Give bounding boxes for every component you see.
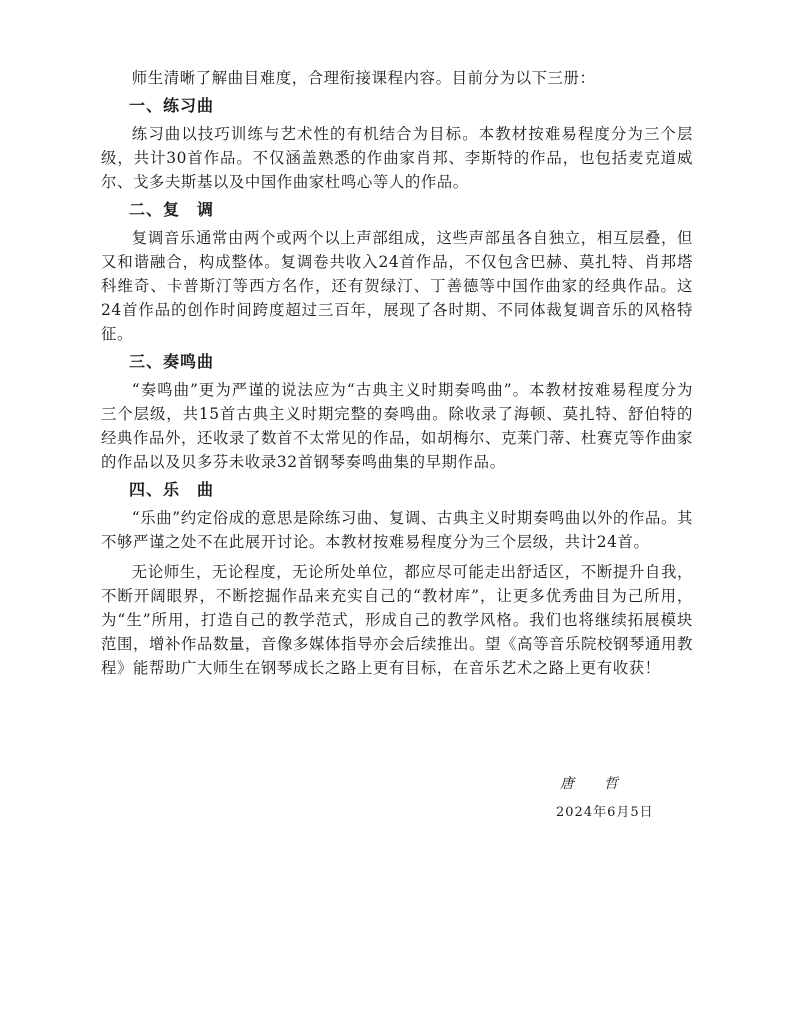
section-polyphony bbox=[101, 198, 693, 346]
section-heading: 一、练习曲 bbox=[129, 96, 215, 115]
section-paragraph: “奏鸣曲”更为严谨的说法应为“古典主义时期奏鸣曲”。本教材按难易程度分为三个层级，共15首古典主义时期完整的奏鸣曲。除收录了海顿、莫扎特、舒伯特的经典作品外，还收录了数首不太常见的作品，如胡梅尔、克莱门蒂、杜赛克等作曲家的作品以及贝多芬未收录32首钢琴奏鸣曲集的早期作品。 bbox=[101, 381, 693, 471]
signature-date: 2024年6月5日 bbox=[556, 805, 654, 820]
section-pieces bbox=[101, 478, 693, 680]
section-paragraph: 练习曲以技巧训练与艺术性的有机结合为目标。本教材按难易程度分为三个层级，共计30首作品。不仅涵盖熟悉的作曲家肖邦、李斯特的作品，也包括麦克道威尔、戈多夫斯基以及中国作曲家杜鸣心等人的作品。 bbox=[101, 125, 693, 191]
section-etudes bbox=[101, 94, 693, 194]
section-heading: 三、奏鸣曲 bbox=[129, 352, 215, 371]
intro-paragraph: 师生清晰了解曲目难度，合理衔接课程内容。目前分为以下三册： bbox=[131, 69, 596, 87]
closing-paragraph: 无论师生，无论程度，无论所处单位，都应尽可能走出舒适区，不断提升自我，不断开阔眼界，不断挖掘作品来充实自己的“教材库”，让更多优秀曲目为己所用，为“生”所用，打造自己的教学范式，形成自己的教学风格。我们也将继续拓展模块范围，增补作品数量，音像多媒体指导亦会后续推出。望《高等音乐院校钢琴通用教程》能帮助广大师生在钢琴成长之路上更有目标，在音乐艺术之路上更有收获！ bbox=[101, 563, 693, 677]
document-body bbox=[101, 66, 693, 680]
section-paragraph: “乐曲”约定俗成的意思是除练习曲、复调、古典主义时期奏鸣曲以外的作品。其不够严谨之处不在此展开讨论。本教材按难易程度分为三个层级，共计24首。 bbox=[101, 509, 693, 551]
author-signature: 唐 哲 bbox=[560, 776, 626, 792]
section-sonatas bbox=[101, 350, 693, 474]
section-paragraph: 复调音乐通常由两个或两个以上声部组成，这些声部虽各自独立，相互层叠，但又和谐融合，构成整体。复调卷共收入24首作品，不仅包含巴赫、莫扎特、肖邦塔科维奇、卡普斯汀等西方名作，还有贺绿汀、丁善德等中国作曲家的经典作品。这24首作品的创作时间跨度超过三百年，展现了各时期、不同体裁复调音乐的风格特征。 bbox=[101, 229, 693, 343]
section-heading: 二、复 调 bbox=[129, 200, 215, 219]
section-heading: 四、乐 曲 bbox=[129, 480, 215, 499]
